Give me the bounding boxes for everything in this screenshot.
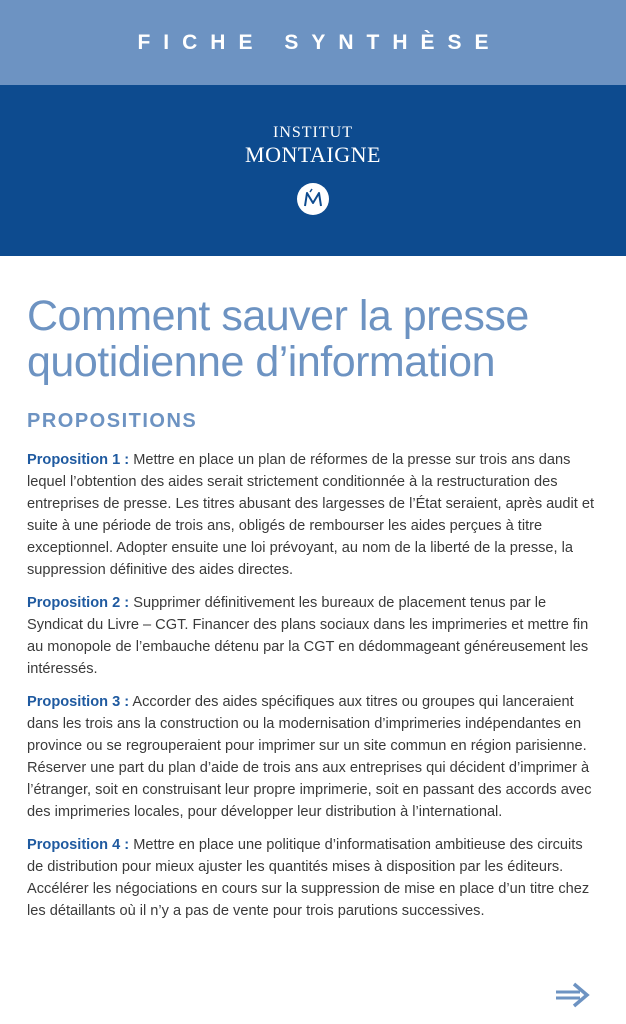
institut-montaigne-monogram-icon (297, 183, 329, 215)
page-title: Comment sauver la presse quotidienne d’information (27, 292, 529, 386)
proposition-text: Accorder des aides spécifiques aux titres ou groupes qui lanceraient dans les trois ans la construction ou la modernisation d’imprimeries indépendantes en province ou se regrouperaient pour imprimer sur un site commun en région parisienne. Réserver une part du plan d’aide de trois ans aux entreprises qui décident d’imprimer à l’étranger, soit en construisant leur propre imprimerie, soit en passant des accords avec des imprimeries locales, pour développer leur distribution à l’international. (27, 694, 592, 820)
proposition-label: Proposition 2 : (27, 595, 130, 611)
arrow-right-icon[interactable] (554, 980, 592, 1010)
proposition-text: Supprimer définitivement les bureaux de placement tenus par le Syndicat du Livre – CGT. Financer des plans sociaux dans les imprimeries et mettre fin au monopole de l’embauche détenu par la CGT en dédommageant généreusement les intéressés. (27, 595, 589, 677)
propositions-list (27, 449, 599, 933)
brand-band (0, 85, 626, 256)
fiche-synthese-label: FICHE SYNTHÈSE (137, 30, 502, 54)
proposition-item (27, 834, 599, 922)
proposition-label: Proposition 3 : (27, 694, 130, 710)
proposition-text: Mettre en place un plan de réformes de la presse sur trois ans dans lequel l’obtention des aides serait strictement conditionnée à la restructuration des entreprises de presse. Les titres abusant des largesses de l’État seraient, après audit et suite à une période de trois ans, obligés de rembourser les aides perçues à titre exceptionnel. Adopter ensuite une loi prévoyant, au nom de la liberté de la presse, la suppression définitive des aides directes. (27, 452, 595, 578)
proposition-text: Mettre en place une politique d’informatisation ambitieuse des circuits de distribution pour mieux ajuster les quantités mises à disposition par les éditeurs. Accélérer les négociations en cours sur la suppression de mise en place d’un titre chez les détaillants où il n’y a pas de vente pour trois parutions successives. (27, 837, 590, 919)
proposition-item (27, 449, 599, 581)
brand-name-line1: INSTITUT (273, 124, 353, 141)
proposition-item (27, 691, 599, 823)
brand-name-line2: MONTAIGNE (245, 142, 381, 167)
proposition-label: Proposition 1 : (27, 452, 130, 468)
section-heading: PROPOSITIONS (27, 410, 198, 432)
header-band (0, 0, 626, 85)
proposition-label: Proposition 4 : (27, 837, 130, 853)
proposition-item (27, 592, 599, 680)
